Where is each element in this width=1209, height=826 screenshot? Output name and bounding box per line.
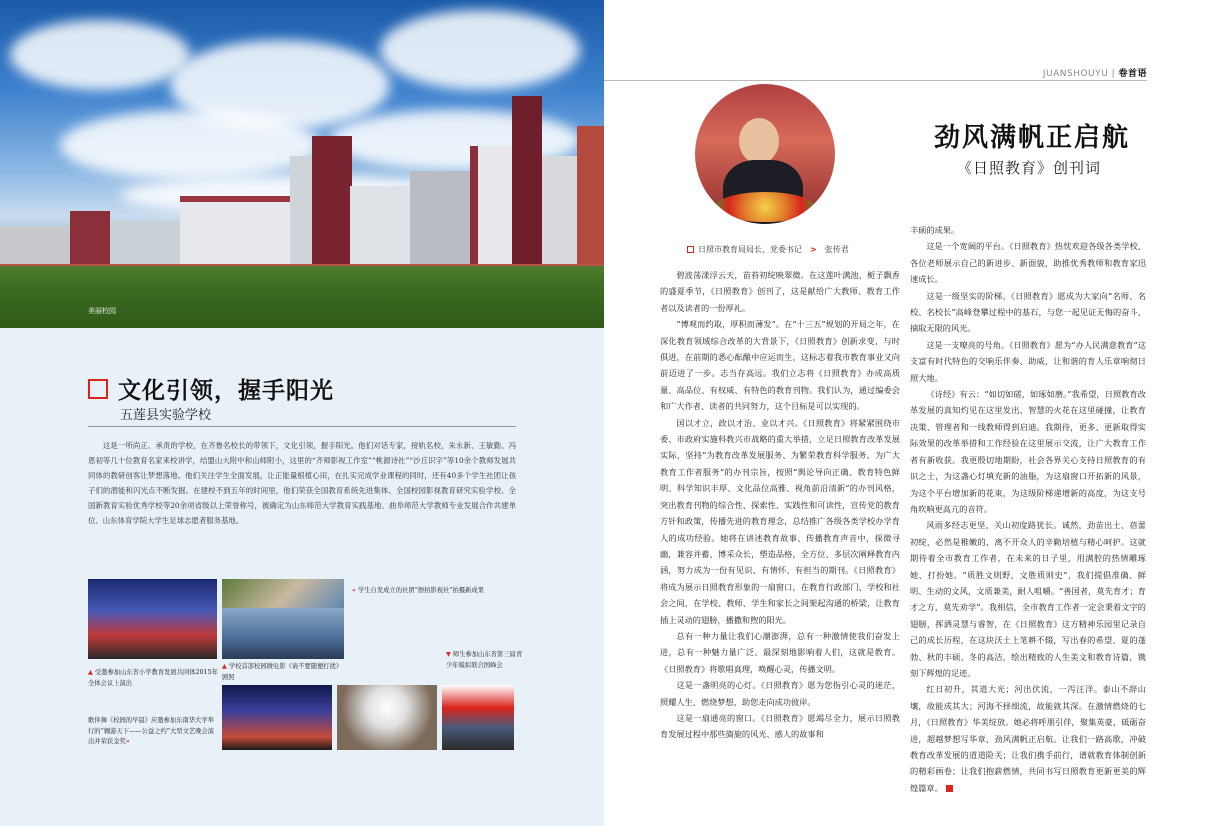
building xyxy=(0,226,70,266)
caption-arrow-icon: ▲ xyxy=(88,669,93,676)
article-title: 劲风满帆正启航 xyxy=(934,123,1131,153)
paragraph: 这是一个宽阔的平台。《日照教育》热忱欢迎各级各类学校、各位老师展示自己的新进步、新面貌，助推优秀教师和教育家迅速成长。 xyxy=(910,241,1146,285)
right-page xyxy=(604,0,1209,826)
hero-caption: 美丽校园 xyxy=(88,307,116,315)
building xyxy=(180,196,290,266)
paragraph: 《诗经》有云：“如切如磋，如琢如磨。”我希望，日照教育改革发展的真知灼见在这里发出、智慧的火花在这里碰撞，让教育决策、管理者和一线教师得到启迪。我期待，更多、更新取得实际效果的改革举措和工作经验在这里展示交流，让广大教育工作者有新收获。我更殷切地期盼，社会各界关心支持日照教育的有识之士，为这盏心灯填充新的油脂，为这扇窗口开拓新的风景，为这个平台增加新的花束，为这级阶梯递增新的高度，为这支号角吹响更高亢的音符。 xyxy=(910,389,1146,514)
caption-film-club: « 学生自发成立的社团“擦拍影视社”拍摄新成果 xyxy=(352,587,485,594)
caption-arrow-icon: « xyxy=(352,587,356,594)
building xyxy=(577,126,604,266)
paragraph: 这是一支嘹亮的号角。《日照教育》愿为“办人民满意教育”这支富有时代特色的交响乐伴奏、助威，让和谐的育人乐章响彻日照大地。 xyxy=(910,339,1146,383)
caption-arrow-icon: ▼ xyxy=(446,651,451,658)
article-column-1 xyxy=(660,267,900,743)
sports-field xyxy=(0,266,604,328)
divider xyxy=(88,426,516,427)
paragraph: 国以才立，政以才治、业以才兴。《日照教育》将紧紧围绕市委、市政府实施科教兴市战略的重大举措，立足日照教育改革发展实际，坚持“为教育改革发展服务、为繁荣教育科学服务、为广大教育工作者服务”的办刊宗旨，按照“舆论导向正确、教育特色鲜明、科学知识丰厚、文化品位高雅、视角前沿清新”的办刊风格，突出教育刊物的综合性、探索性、实践性和可读性，宣传党的教育方针和政策，传播先进的教育理念，总结推广各级各类学校办学育人的成功经验。她将在讲述教育故事、传播教育声音中，探微寻幽，兼容并蓄，博采众长，塑造品格，全方位、多层次阐释教育内涵，努力成为一份有见识、有情怀、有担当的期刊。《日照教育》将成为展示日照教育形象的一扇窗口，在教育行政部门、学校和社会之间，在学校、教师、学生和家长之间架起沟通的桥梁，让教育插上灵动的翅膀，播撒和煦的阳光。 xyxy=(660,417,900,625)
caption-stage-performance: ▲ 受邀参加山东省小学教育发展共同体2015年全体会议上演出 xyxy=(88,669,218,687)
building xyxy=(110,221,180,266)
paragraph: 碧波荡漾浮云天，苗苔初绽映翠微。在这莲叶满池、栀子飘香的盛夏季节，《日照教育》创刊了，这是献给广大教师、教育工作者以及读者的一份厚礼。 xyxy=(660,270,900,313)
paragraph: 风雨多经志更坚，关山初度路犹长。诚然，劲苗出土、蓓蕾初绽，必然是稚嫩的，离不开众人的辛勤培植与精心呵护。这就期待着全市教育工作者，在未来的日子里，用满腔的热情雕琢她、打扮她。“质胜文则野，文胜质则史”，我们提倡准确、鲜明、生动的文风，文质兼美，耐人咀嚼。“善国者，莫先育才；育才之方，莫先劝学”。我相信，全市教育工作者一定会秉着文字的翅膀，挥洒灵慧与睿智，在《日照教育》这方精神乐园里记录自己的成长历程，在这块沃土上笔耕不辍，写出春的希望、夏的蓬勃、秋的丰硕、冬的高洁，绘出精致的人生美文和教育诗篇，镌刻下辉煌的足迹。 xyxy=(910,520,1146,678)
paragraph: 这是一盏明亮的心灯。《日照教育》愿为您指引心灵的迷茫，照耀人生，燃烧梦想，助您走向成功彼岸。 xyxy=(660,680,900,707)
header-line xyxy=(604,80,1147,81)
section-title: 文化引领，握手阳光 xyxy=(118,378,334,404)
school-intro-text: 这是一所尚正、承责的学校，在齐鲁名校长的带领下，文化引领，握手阳光。他们对话专家，接轨名校，朱永新、王敏勤、冯恩初等几十位教育名家来校讲学，结盟山大附中和山师附小，这里的“齐师影视工作室”“桃源诗社”“沙丘识字”等10余个教师发展共同体的教研创客让梦想落地。他们关注学生全面发展，让正能量根植心田，在扎实完成学业课程的同时，还有40多个学生社团让孩子们的潜能和闪光点不断发掘。在建校不到五年的时间里，他们荣获全国教育系统先进集体、全国校园影视教育研究实验学校、全国新教育实验优秀学校等20余项省级以上荣誉称号，被确定为山东师范大学教育实践基地、曲阜师范大学教师专业发展合作共建单位、山东体育学院大学生足球志愿者服务基地。 xyxy=(88,441,516,525)
header-en: JUANSHOUYU xyxy=(1042,69,1109,79)
portrait-flowers xyxy=(715,192,815,222)
building xyxy=(410,171,470,266)
dance-performance-photo xyxy=(222,685,332,750)
building xyxy=(542,156,577,266)
red-square-icon xyxy=(88,379,108,399)
cloud-shape xyxy=(10,20,190,90)
building xyxy=(512,96,542,266)
caption-micro-film: ▲ 学校首部校园微电影《请不要随便打扰》剧照 xyxy=(222,663,343,681)
building xyxy=(312,136,352,266)
left-page xyxy=(0,0,604,826)
paragraph: 总有一种力量让我们心潮澎湃，总有一种激情使我们奋发上进，总有一种魅力量广泛、最深刻地影响着人们，这就是教育。《日照教育》将歌唱真理，唤醒心灵，传播文明。 xyxy=(660,630,900,674)
cloud-shape xyxy=(60,110,320,180)
micro-film-still-photo xyxy=(337,685,437,750)
stage-performance-photo xyxy=(88,579,217,659)
red-square-icon xyxy=(687,246,694,253)
cloud-shape xyxy=(380,10,580,90)
building xyxy=(70,211,110,266)
article-column-2 xyxy=(910,222,1146,796)
classroom-photo xyxy=(222,608,344,659)
article-subtitle: 《日照教育》创刊词 xyxy=(957,159,1102,177)
caption-arrow-icon: ▲ xyxy=(222,663,227,670)
author-name: 张传君 xyxy=(824,245,849,254)
caption-model-un: ▼ 师生参加山东省第三届青少年模拟联合国峰会 xyxy=(446,651,523,669)
author-portrait xyxy=(695,84,835,224)
paragraph: 这是一级坚实的阶梯。《日照教育》愿成为大家向“名师、名校、名校长”高峰登攀过程中的基石，与您一起见证无悔的奋斗，摘取无限的风光。 xyxy=(910,290,1146,334)
paragraph: 这是一扇通亮的窗口。《日照教育》愿竭尽全力，展示日照教育发展过程中那些旖旎的风光、感人的故事和 xyxy=(660,712,900,740)
header-cn: 卷首语 xyxy=(1118,69,1147,79)
building xyxy=(350,186,410,266)
section-subtitle: 五莲县实验学校 xyxy=(120,408,212,423)
end-mark-icon xyxy=(946,785,953,792)
paragraph: 丰硕的成果。 xyxy=(910,225,960,235)
campus-hero-photo xyxy=(0,0,604,328)
caption-arrow-icon: » xyxy=(125,738,130,745)
caption-dance: 歌伴舞《校园的早晨》应邀参加东南华大学举行的“翱游天下——公益之约”大型文艺晚会演出并荣获金奖» xyxy=(88,717,215,745)
author-role: 日照市教育局局长、党委书记 xyxy=(698,245,802,254)
paragraph: “博观而约取，厚积而薄发”。在“十三五”规划的开局之年，在深化教育领域综合改革的大背景下，《日照教育》创新求变，与时俱进，在前期的悉心酝酿中应运而生，这标志着我市教育事业又向前迈进了一步。志当存高远。我们立志将《日照教育》办成高质量、高品位、有权威、有特色的教育刊物。我们认为，通过编委会和广大作者、读者的共同努力，这个目标是可以实现的。 xyxy=(660,319,900,412)
author-line xyxy=(687,244,849,255)
last-paragraph: 红日初升，其道大光；河出伏流，一泻汪洋。泰山不辞山壤，故能成其大；河海不择细流，故能就其深。在激情燃烧的七月，《日照教育》华美绽放。她必将呼朋引伴，聚集英豪，砥砺奋进，超越梦想写华章，劲风满帆正启航。让我们一路高歌，冲破教育改革发展的道道险关；让我们携手前行，谱就教育体制创新的精彩画卷；让我们抱薪燃情，共同书写日照教育更新更美的辉煌篇章。 xyxy=(910,684,1146,793)
arrow-icon: > xyxy=(810,245,817,254)
model-un-photo xyxy=(442,685,514,750)
portrait-face xyxy=(739,118,779,164)
page-header: JUANSHOUYU | 卷首语 xyxy=(1042,69,1147,79)
section-heading xyxy=(88,372,334,405)
